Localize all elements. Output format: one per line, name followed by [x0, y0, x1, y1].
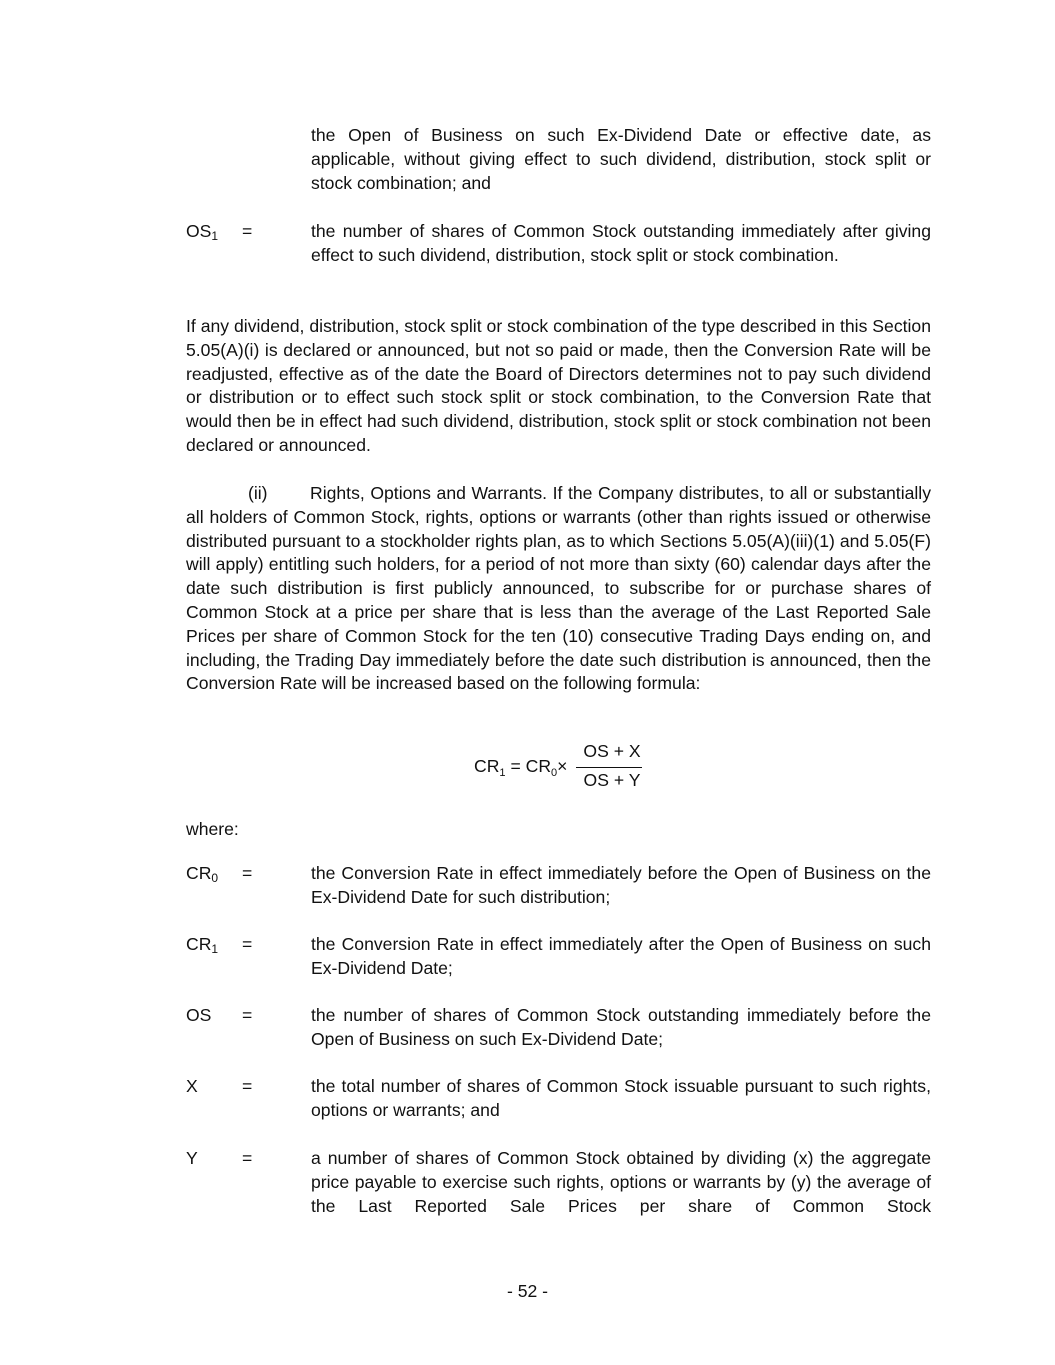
definition-term: X [186, 1076, 198, 1096]
rights-options-warrants-paragraph [186, 482, 931, 696]
fraction-bar [576, 767, 642, 768]
definition-equals: = [242, 1148, 253, 1168]
definition-equals: = [242, 934, 253, 954]
definition-term: $CR_0$ [186, 863, 219, 885]
definition-term: Y [186, 1148, 198, 1168]
conversion-rate-formula [470, 738, 650, 798]
where-label: where: [186, 819, 239, 839]
definition-text: the number of shares of Common Stock outstanding immediately after giving effect to such dividend, distribution, stock split or stock combination. [311, 221, 931, 265]
definition-term: OS [186, 1005, 212, 1025]
formula-numerator: OS + X [583, 741, 641, 761]
definition-term: $OS_1$ [186, 221, 219, 243]
definition-text: the Conversion Rate in effect immediately before the Open of Business on the Ex-Dividend Date for such distribution; [311, 863, 931, 907]
section-body: Rights, Options and Warrants. If the Company distributes, to all or substantially all holders of Common Stock, rights, options or warrants (other than rights issued or otherwise distributed pursuant to a stockholder rights plan, as to which Sections 5.05(A)(iii)(1) and 5.05(F) will apply) entitling such holders, for a period of not more than sixty (60) calendar days after the date such distribution is first publicly announced, to subscribe for or purchase shares of Common Stock at a price per share that is less than the average of the Last Reported Sale Prices per share of Common Stock for the ten (10) consecutive Trading Days ending on, and including, the Trading Day immediately before the date such distribution is announced, then the Conversion Rate will be increased based on the following formula: [186, 483, 931, 694]
definition-text: a number of shares of Common Stock obtained by dividing (x) the aggregate price payable to exercise such rights, options or warrants by (y) the average of the Last Reported Sale Prices per share of Common Stock [311, 1148, 931, 1216]
definition-text: the number of shares of Common Stock outstanding immediately before the Open of Business on such Ex-Dividend Date; [311, 1005, 931, 1049]
definition-term: $CR_1$ [186, 934, 219, 956]
paragraph-text: If any dividend, distribution, stock split or stock combination of the type described in this Section 5.05(A)(i) is declared or announced, but not so paid or made, then the Conversion Rate will be readjusted, effective as of the date the Board of Directors determines not to pay such dividend or distribution or to effect such stock split or stock combination, to the Conversion Rate that would then be in effect had such dividend, distribution, stock split or stock combination not been declared or announced. [186, 316, 931, 455]
continuation-text: the Open of Business on such Ex-Dividend Date or effective date, as applicable, without giving effect to such dividend, distribution, stock split or stock combination; and [311, 125, 931, 193]
definition-equals: = [242, 1005, 253, 1025]
definition-text: the Conversion Rate in effect immediately after the Open of Business on such Ex-Dividend Date; [311, 934, 931, 978]
formula-left-side: $CR_1 = CR_0\times$ [474, 756, 568, 779]
readjustment-paragraph [186, 315, 931, 458]
page-number: - 52 - [506, 1281, 549, 1301]
definition-text: the total number of shares of Common Stock issuable pursuant to such rights, options or warrants; and [311, 1076, 931, 1120]
section-label: (ii) [248, 483, 268, 503]
definition-equals: = [242, 1076, 253, 1096]
formula-denominator: OS + Y [583, 770, 641, 790]
definition-equals: = [242, 863, 253, 883]
definition-equals: = [242, 221, 253, 241]
paragraph-text [186, 482, 931, 696]
